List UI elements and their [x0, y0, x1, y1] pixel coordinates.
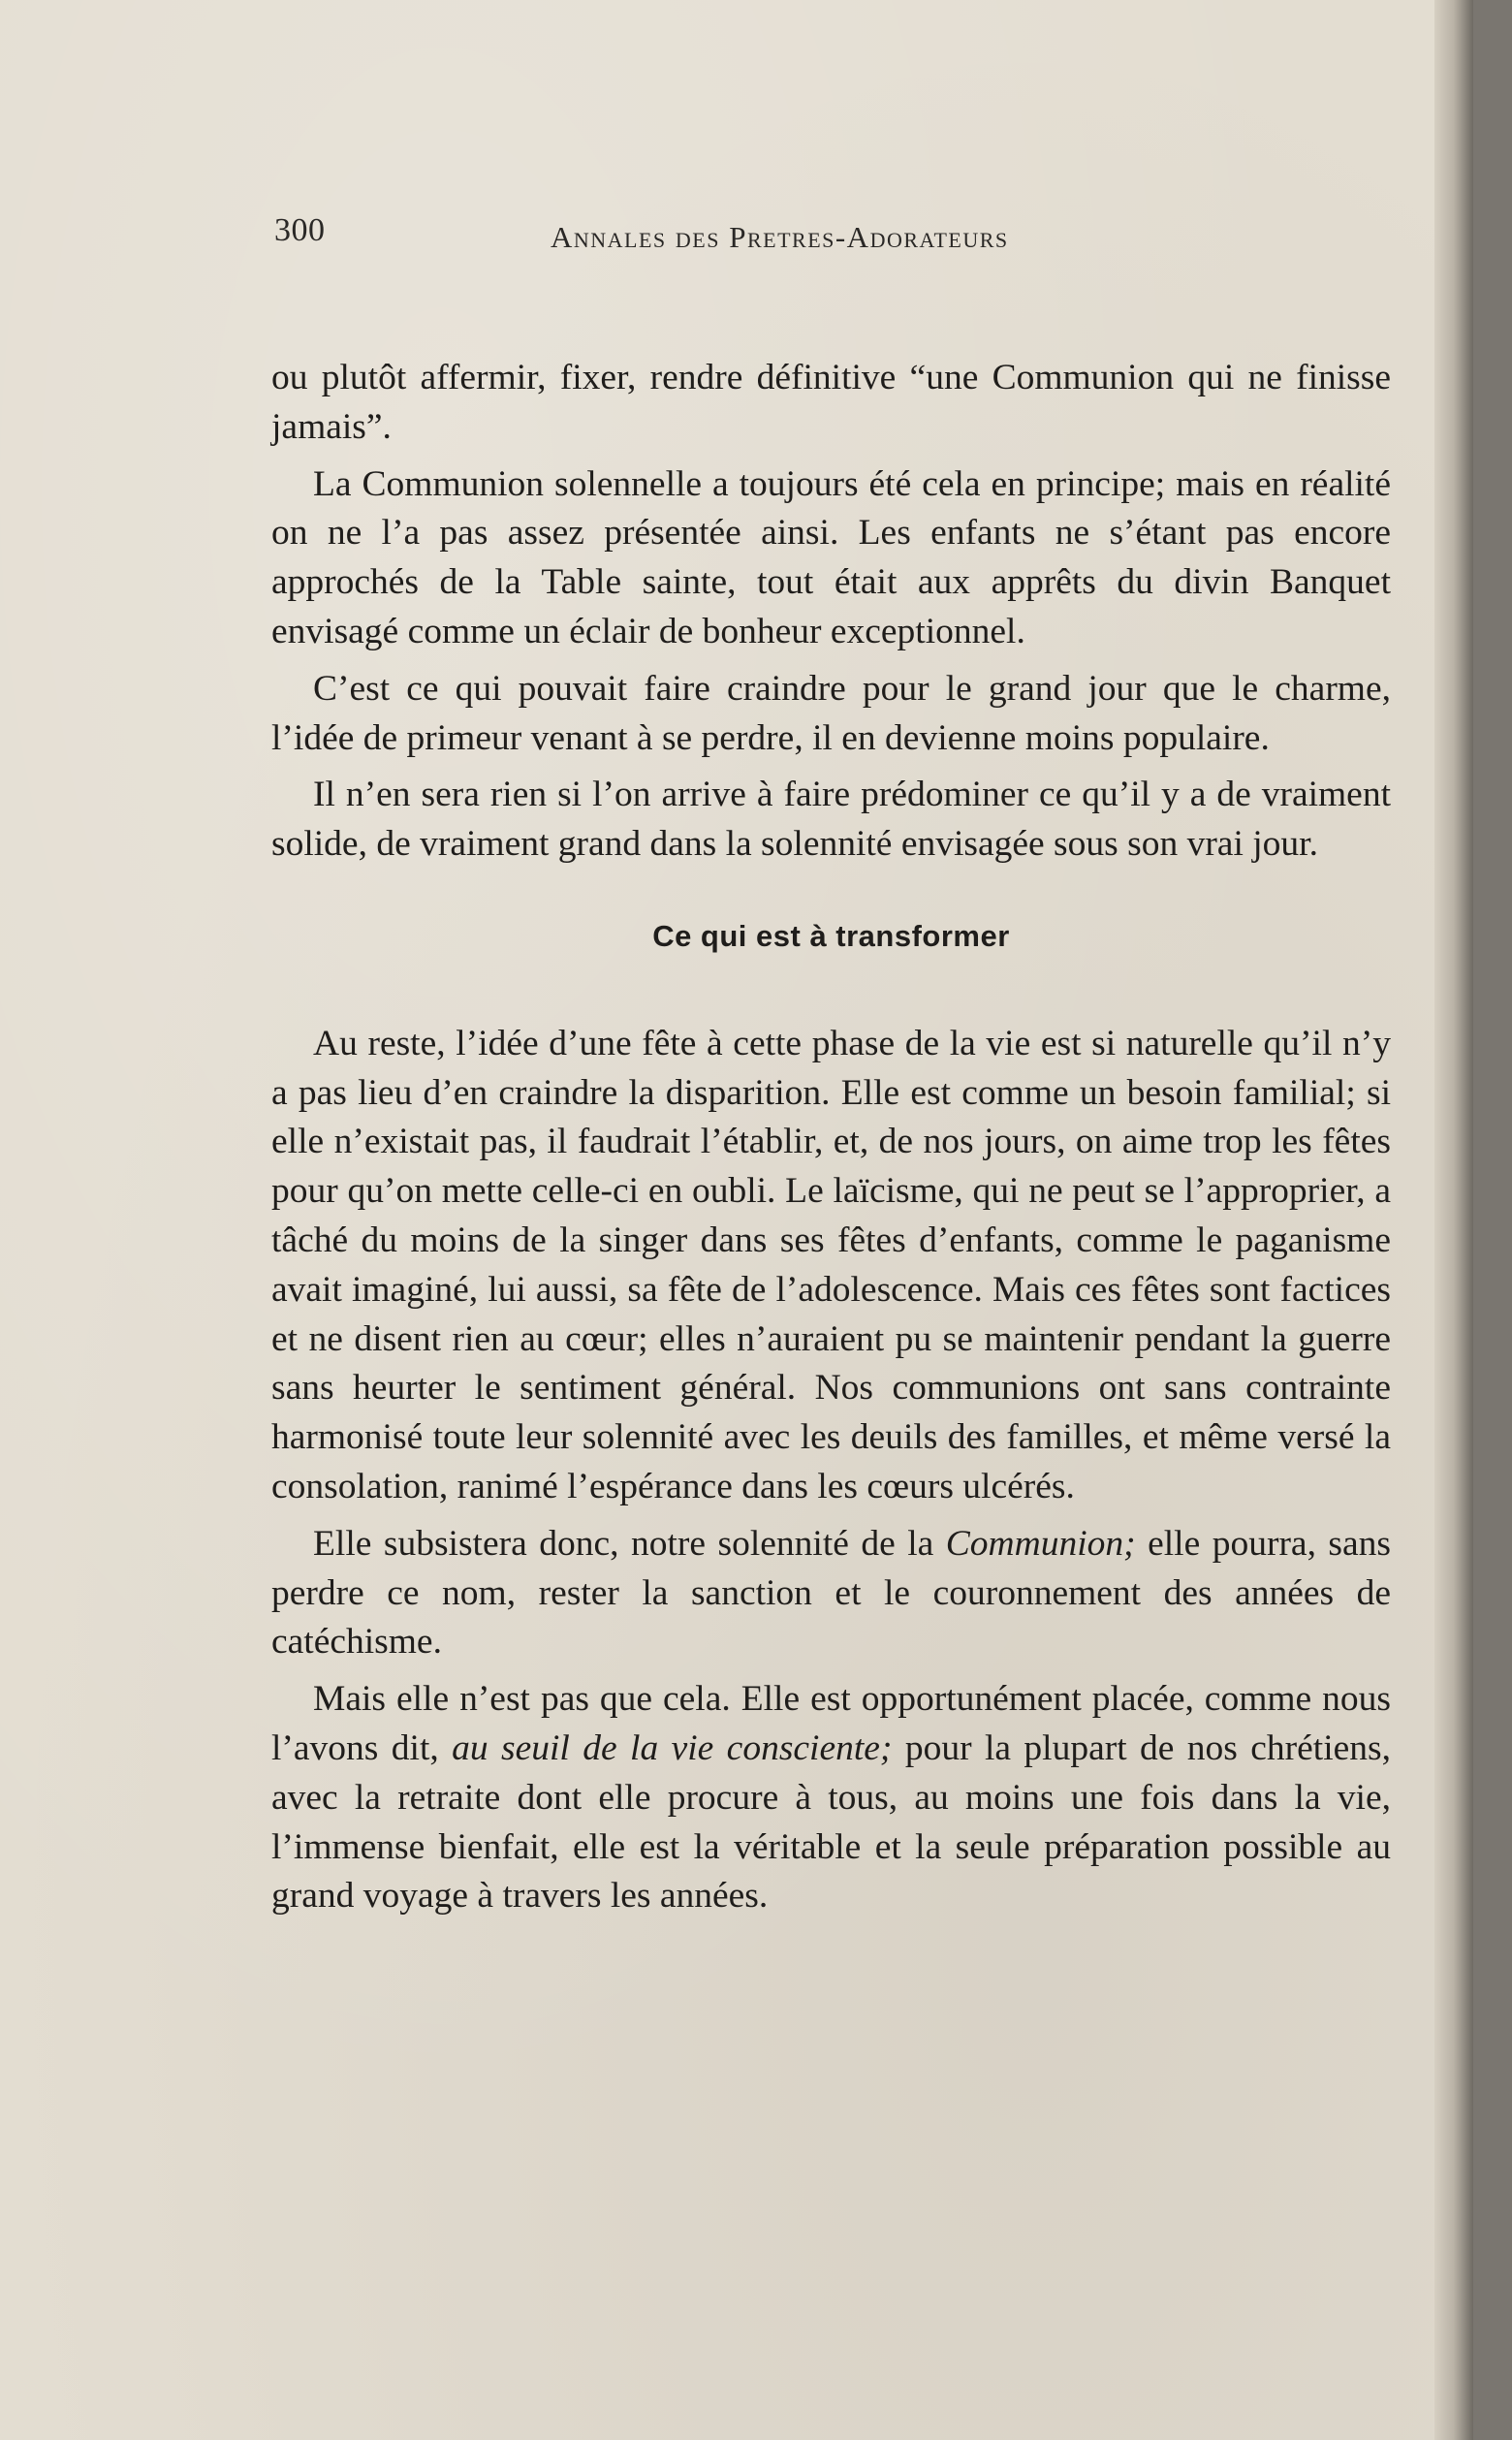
- paragraph-4: Il n’en sera rien si l’on arrive à faire prédominer ce qu’il y a de vraiment solide, de vraiment grand dans la solennité envisagée sous son vrai jour.: [271, 775, 1391, 865]
- section-heading: Ce qui est à transformer: [652, 918, 1010, 953]
- paragraph-7: [271, 1675, 1391, 1921]
- paragraph-6: [271, 1520, 1391, 1667]
- paragraph-3: C’est ce qui pouvait faire craindre pour le grand jour que le charme, l’idée de primeur venant à se perdre, il en devienne moins populaire.: [271, 668, 1391, 758]
- page-body: [271, 354, 1391, 1921]
- paragraph-6-text-a: Elle subsistera donc, notre solennité de la: [313, 1523, 946, 1564]
- paragraph-7-text-a: Mais elle n’est pas que cela. Elle est opportunément placée, comme nous l’avons dit,: [271, 1679, 1391, 1768]
- paragraph-1: ou plutôt affermir, fixer, rendre définitive “une Communion qui ne finisse jamais”.: [271, 358, 1391, 447]
- paragraph-6-italic: Communion;: [945, 1523, 1136, 1564]
- page-number: 300: [274, 212, 326, 248]
- running-title: Annales des Pretres-Adorateurs: [551, 220, 1009, 254]
- page-header: [274, 208, 1392, 267]
- paragraph-5: Au reste, l’idée d’une fête à cette phase de la vie est si naturelle qu’il n’y a pas lieu d’en craindre la disparition. Elle est comme un besoin familial; si elle n’existait pas, il faudrait l’établir, et, de nos jours, on aime trop les fêtes pour qu’on mette celle-ci en oubli. Le laïcisme, qui ne peut se l’approprier, a tâché du moins de la singer dans ses fêtes d’enfants, comme le paganisme avait imaginé, lui aussi, sa fête de l’adolescence. Mais ces fêtes sont factices et ne disent rien au cœur; elles n’auraient pu se maintenir pendant la guerre sans heurter le sentiment général. Nos communions ont sans contrainte harmonisé toute leur solennité avec les deuils des familles, et même versé la consolation, ranimé l’espérance dans les cœurs ulcérés.: [271, 1023, 1391, 1506]
- paragraph-7-italic: au seuil de la vie consciente;: [452, 1727, 893, 1768]
- paragraph-2: La Communion solennelle a toujours été cela en principe; mais en réalité on ne l’a pas assez présentée ainsi. Les enfants ne s’étant pas encore approchés de la Table sainte, tout était aux apprêts du divin Banquet envisagé comme un éclair de bonheur exceptionnel.: [271, 463, 1391, 651]
- paragraph-6-text-b: elle pourra, sans perdre ce nom, rester la sanction et le couronnement des années de catéchisme.: [271, 1523, 1392, 1663]
- paragraph-7-text-b: pour la plupart de nos chrétiens, avec la retraite dont elle procure à tous, au moins une fois dans la vie, l’immense bienfait, elle est la véritable et la seule préparation possible au grand voyage à travers les années.: [271, 1727, 1392, 1917]
- page-edge-shadow: [1434, 0, 1473, 2440]
